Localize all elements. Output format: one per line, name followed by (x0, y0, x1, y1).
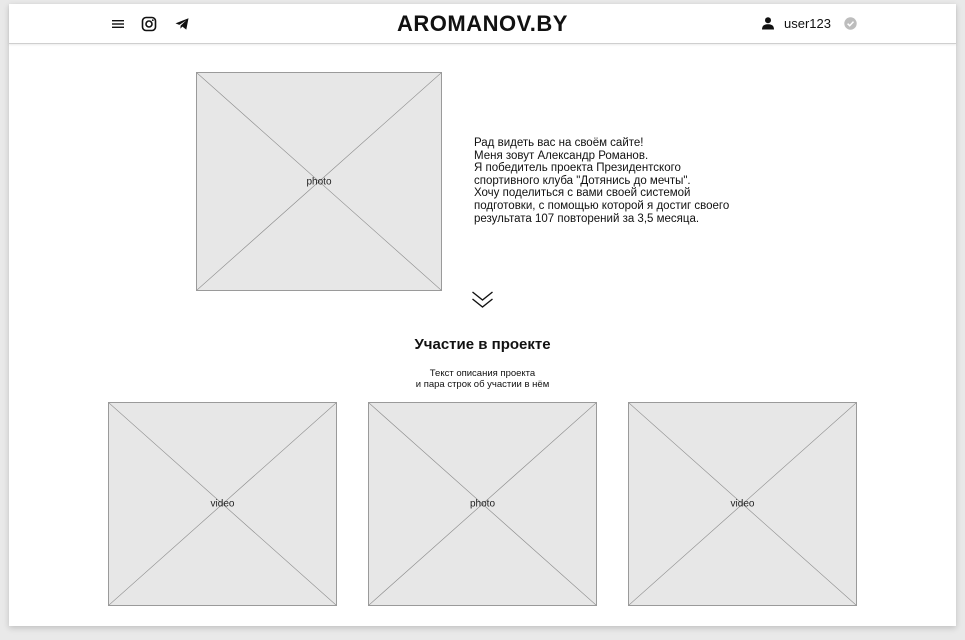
section-description (9, 368, 956, 390)
intro-line: Я победитель проекта Президентского (474, 162, 681, 175)
page-frame (9, 4, 956, 626)
intro-line: Меня зовут Александр Романов. (474, 149, 649, 162)
scroll-down-chevron-icon[interactable] (471, 290, 494, 310)
placeholder-label: photo (469, 498, 496, 510)
header (9, 4, 956, 44)
intro-line: подготовки, с помощью которой я достиг своего (474, 199, 730, 212)
hero-photo-placeholder (196, 72, 442, 291)
media-placeholder-photo[interactable] (368, 402, 597, 606)
user-icon[interactable] (761, 16, 775, 30)
site-logo[interactable]: AROMANOV.BY (397, 11, 568, 36)
intro-line: Хочу поделиться с вами своей системой (474, 187, 691, 200)
section-description-line: и пара строк об участии в нём (415, 379, 550, 390)
intro-line: спортивного клуба "Дотянись до мечты". (474, 174, 691, 187)
section-title: Участие в проекте (414, 336, 551, 353)
intro-text (474, 137, 794, 225)
placeholder-label: photo (306, 176, 332, 187)
media-placeholder-video[interactable] (108, 402, 337, 606)
media-placeholder-video[interactable] (628, 402, 857, 606)
intro-line: результата 107 повторений за 3,5 месяца. (474, 212, 700, 225)
username[interactable]: user123 (784, 16, 831, 31)
verified-check-icon (844, 17, 857, 30)
intro-line: Рад видеть вас на своём сайте! (474, 137, 644, 149)
placeholder-label: video (210, 498, 235, 510)
placeholder-label: video (730, 498, 755, 510)
section-description-line: Текст описания проекта (429, 368, 536, 379)
